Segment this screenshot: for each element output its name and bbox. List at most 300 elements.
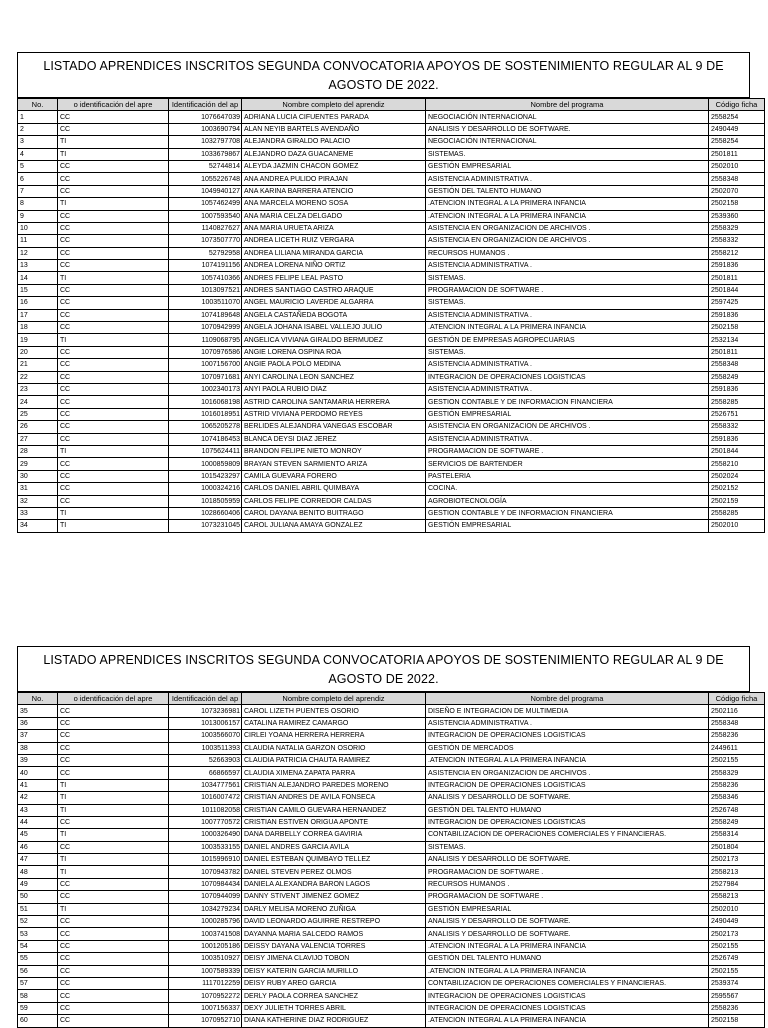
header-col-doc-type: o identificación del apre [58, 693, 169, 705]
doc-id-cell: 1002340173 [169, 383, 242, 395]
row-number-cell: 41 [18, 779, 58, 791]
doc-type-cell: TI [58, 829, 169, 841]
full-name-cell: ANDREA LILIANA MIRANDA GARCIA [242, 247, 426, 259]
program-name-cell: PROGRAMACION DE SOFTWARE . [426, 445, 709, 457]
row-number-cell: 39 [18, 754, 58, 766]
full-name-cell: DEISY RUBY AREO GARCIA [242, 977, 426, 989]
ficha-code-cell: 2558236 [709, 1002, 765, 1014]
row-number-cell: 32 [18, 495, 58, 507]
doc-type-cell: CC [58, 111, 169, 123]
ficha-code-cell: 2558254 [709, 136, 765, 148]
ficha-code-cell: 2502010 [709, 160, 765, 172]
full-name-cell: CLAUDIA NATALIA GARZON OSORIO [242, 742, 426, 754]
table-row [18, 792, 765, 804]
doc-id-cell: 1000326490 [169, 829, 242, 841]
program-name-cell: .ATENCION INTEGRAL A LA PRIMERA INFANCIA [426, 965, 709, 977]
table-row [18, 730, 765, 742]
doc-id-cell: 1070952710 [169, 1015, 242, 1027]
row-number-cell: 56 [18, 965, 58, 977]
row-number-cell: 19 [18, 334, 58, 346]
full-name-cell: ADRIANA LUCIA CIFUENTES PARADA [242, 111, 426, 123]
table-header-row [18, 99, 765, 111]
row-number-cell: 38 [18, 742, 58, 754]
full-name-cell: BRAYAN STEVEN SARMIENTO ARIZA [242, 458, 426, 470]
full-name-cell: ANA KARINA BARRERA ATENCIO [242, 185, 426, 197]
program-name-cell: ASISTENCIA EN ORGANIZACION DE ARCHIVOS . [426, 767, 709, 779]
doc-type-cell: TI [58, 779, 169, 791]
doc-id-cell: 1070943782 [169, 866, 242, 878]
table-row [18, 767, 765, 779]
full-name-cell: ANA MARIA CELZA DELGADO [242, 210, 426, 222]
doc-type-cell: TI [58, 507, 169, 519]
full-name-cell: ALEYDA JAZMIN CHACON GOMEZ [242, 160, 426, 172]
doc-type-cell: TI [58, 854, 169, 866]
program-name-cell: DISEÑO E INTEGRACION DE MULTIMEDIA [426, 705, 709, 717]
doc-id-cell: 1076647039 [169, 111, 242, 123]
table-row [18, 742, 765, 754]
table-row [18, 816, 765, 828]
doc-type-cell: CC [58, 222, 169, 234]
program-name-cell: GESTIÓN DE MERCADOS [426, 742, 709, 754]
ficha-code-cell: 2558329 [709, 222, 765, 234]
ficha-code-cell: 2502158 [709, 322, 765, 334]
doc-id-cell: 1003533155 [169, 841, 242, 853]
program-name-cell: PASTELERIA [426, 470, 709, 482]
doc-type-cell: CC [58, 371, 169, 383]
doc-type-cell: CC [58, 953, 169, 965]
header-col-full-name: Nombre completo del aprendiz [242, 693, 426, 705]
full-name-cell: DANIEL STEVEN PEREZ OLMOS [242, 866, 426, 878]
doc-id-cell: 1007156337 [169, 1002, 242, 1014]
program-name-cell: ASISTENCIA ADMINISTRATIVA . [426, 433, 709, 445]
listing-sheet-2 [17, 646, 758, 1028]
ficha-code-cell: 2558236 [709, 779, 765, 791]
program-name-cell: INTEGRACION DE OPERACIONES LOGISTICAS [426, 371, 709, 383]
table-row [18, 421, 765, 433]
doc-type-cell: CC [58, 160, 169, 172]
program-name-cell: ANALISIS Y DESARROLLO DE SOFTWARE. [426, 928, 709, 940]
doc-type-cell: CC [58, 705, 169, 717]
row-number-cell: 15 [18, 284, 58, 296]
table-row [18, 965, 765, 977]
doc-id-cell: 52792958 [169, 247, 242, 259]
doc-id-cell: 1057462499 [169, 198, 242, 210]
doc-type-cell: CC [58, 742, 169, 754]
full-name-cell: CRISTIAN ALEJANDRO PAREDES MORENO [242, 779, 426, 791]
full-name-cell: DEISY JIMENA CLAVIJO TOBON [242, 953, 426, 965]
doc-id-cell: 1034279234 [169, 903, 242, 915]
ficha-code-cell: 2558285 [709, 507, 765, 519]
ficha-code-cell: 2526749 [709, 953, 765, 965]
row-number-cell: 43 [18, 804, 58, 816]
full-name-cell: DANIEL ESTEBAN QUIMBAYO TELLEZ [242, 854, 426, 866]
doc-type-cell: TI [58, 198, 169, 210]
table-row [18, 185, 765, 197]
doc-type-cell: TI [58, 792, 169, 804]
header-col-program: Nombre del programa [426, 693, 709, 705]
ficha-code-cell: 2591836 [709, 309, 765, 321]
full-name-cell: DIANA KATHERINE DIAZ RODRIGUEZ [242, 1015, 426, 1027]
ficha-code-cell: 2558314 [709, 829, 765, 841]
table-row [18, 458, 765, 470]
table-row [18, 953, 765, 965]
ficha-code-cell: 2558332 [709, 235, 765, 247]
doc-type-cell: CC [58, 210, 169, 222]
row-number-cell: 13 [18, 260, 58, 272]
row-number-cell: 9 [18, 210, 58, 222]
ficha-code-cell: 2595567 [709, 990, 765, 1002]
doc-type-cell: CC [58, 754, 169, 766]
header-col-ficha-code: Código ficha [709, 99, 765, 111]
ficha-code-cell: 2558348 [709, 359, 765, 371]
ficha-code-cell: 2558348 [709, 173, 765, 185]
doc-type-cell: CC [58, 309, 169, 321]
doc-type-cell: CC [58, 767, 169, 779]
doc-type-cell: TI [58, 445, 169, 457]
doc-id-cell: 1109068795 [169, 334, 242, 346]
row-number-cell: 27 [18, 433, 58, 445]
doc-type-cell: CC [58, 346, 169, 358]
row-number-cell: 33 [18, 507, 58, 519]
doc-id-cell: 1073507770 [169, 235, 242, 247]
ficha-code-cell: 2501811 [709, 148, 765, 160]
ficha-code-cell: 2526751 [709, 408, 765, 420]
full-name-cell: CARLOS DANIEL ABRIL QUIMBAYA [242, 483, 426, 495]
row-number-cell: 29 [18, 458, 58, 470]
ficha-code-cell: 2591836 [709, 383, 765, 395]
table-row [18, 383, 765, 395]
doc-id-cell: 1011082058 [169, 804, 242, 816]
row-number-cell: 35 [18, 705, 58, 717]
doc-type-cell: CC [58, 247, 169, 259]
doc-type-cell: CC [58, 816, 169, 828]
program-name-cell: ASISTENCIA EN ORGANIZACION DE ARCHIVOS . [426, 235, 709, 247]
applicants-table [17, 98, 765, 533]
doc-id-cell: 1007593540 [169, 210, 242, 222]
doc-id-cell: 52663903 [169, 754, 242, 766]
table-body [18, 705, 765, 1027]
row-number-cell: 4 [18, 148, 58, 160]
row-number-cell: 54 [18, 940, 58, 952]
doc-id-cell: 1015423297 [169, 470, 242, 482]
doc-id-cell: 1065205278 [169, 421, 242, 433]
header-col-number: No. [18, 99, 58, 111]
full-name-cell: DEXY JULIETH TORRES ABRIL [242, 1002, 426, 1014]
program-name-cell: .ATENCION INTEGRAL A LA PRIMERA INFANCIA [426, 210, 709, 222]
table-row [18, 260, 765, 272]
doc-id-cell: 1001205186 [169, 940, 242, 952]
ficha-code-cell: 2558236 [709, 730, 765, 742]
doc-type-cell: CC [58, 1002, 169, 1014]
ficha-code-cell: 2558348 [709, 717, 765, 729]
table-row [18, 408, 765, 420]
program-name-cell: ASISTENCIA ADMINISTRATIVA . [426, 309, 709, 321]
program-name-cell: INTEGRACION DE OPERACIONES LOGISTICAS [426, 730, 709, 742]
program-name-cell: SISTEMAS. [426, 297, 709, 309]
doc-id-cell: 1057410366 [169, 272, 242, 284]
doc-id-cell: 1049940127 [169, 185, 242, 197]
ficha-code-cell: 2558332 [709, 421, 765, 433]
doc-id-cell: 1075624411 [169, 445, 242, 457]
doc-type-cell: CC [58, 433, 169, 445]
table-row [18, 136, 765, 148]
doc-type-cell: CC [58, 383, 169, 395]
header-col-doc-id: Identificación del ap [169, 693, 242, 705]
program-name-cell: GESTION CONTABLE Y DE INFORMACION FINANCIERA [426, 396, 709, 408]
doc-id-cell: 1003510927 [169, 953, 242, 965]
doc-id-cell: 1140827627 [169, 222, 242, 234]
full-name-cell: ALEJANDRO DAZA GUACANEME [242, 148, 426, 160]
doc-type-cell: CC [58, 717, 169, 729]
ficha-code-cell: 2558210 [709, 458, 765, 470]
row-number-cell: 58 [18, 990, 58, 1002]
full-name-cell: ANGEL MAURICIO LAVERDE ALGARRA [242, 297, 426, 309]
table-row [18, 123, 765, 135]
row-number-cell: 52 [18, 916, 58, 928]
full-name-cell: CRISTIAN ANDRES DE AVILA FONSECA [242, 792, 426, 804]
table-row [18, 1015, 765, 1027]
program-name-cell: GESTIÓN DEL TALENTO HUMANO [426, 185, 709, 197]
doc-type-cell: CC [58, 470, 169, 482]
program-name-cell: SISTEMAS. [426, 148, 709, 160]
table-row [18, 222, 765, 234]
doc-id-cell: 1000324216 [169, 483, 242, 495]
ficha-code-cell: 2558285 [709, 396, 765, 408]
row-number-cell: 16 [18, 297, 58, 309]
doc-type-cell: CC [58, 185, 169, 197]
ficha-code-cell: 2502152 [709, 483, 765, 495]
full-name-cell: DEISSY DAYANA VALENCIA TORRES [242, 940, 426, 952]
table-row [18, 396, 765, 408]
ficha-code-cell: 2558346 [709, 792, 765, 804]
sheet-title: LISTADO APRENDICES INSCRITOS SEGUNDA CONVOCATORIA APOYOS DE SOSTENIMIENTO REGULAR AL 9 DE AGOSTO DE 2022. [17, 646, 750, 692]
program-name-cell: ANALISIS Y DESARROLLO DE SOFTWARE. [426, 123, 709, 135]
row-number-cell: 3 [18, 136, 58, 148]
table-row [18, 148, 765, 160]
doc-type-cell: CC [58, 495, 169, 507]
full-name-cell: DEISY KATERIN GARCIA MURILLO [242, 965, 426, 977]
table-row [18, 235, 765, 247]
doc-id-cell: 66866597 [169, 767, 242, 779]
full-name-cell: ANA MARCELA MORENO SOSA [242, 198, 426, 210]
doc-type-cell: CC [58, 123, 169, 135]
ficha-code-cell: 2558249 [709, 371, 765, 383]
program-name-cell: GESTIÓN DE EMPRESAS AGROPECUARIAS [426, 334, 709, 346]
program-name-cell: .ATENCION INTEGRAL A LA PRIMERA INFANCIA [426, 940, 709, 952]
program-name-cell: ANALISIS Y DESARROLLO DE SOFTWARE. [426, 854, 709, 866]
ficha-code-cell: 2490449 [709, 123, 765, 135]
applicants-table [17, 692, 765, 1028]
table-row [18, 705, 765, 717]
header-col-doc-type: o identificación del apre [58, 99, 169, 111]
doc-id-cell: 1070942999 [169, 322, 242, 334]
ficha-code-cell: 2527984 [709, 878, 765, 890]
table-row [18, 829, 765, 841]
program-name-cell: ASISTENCIA EN ORGANIZACION DE ARCHIVOS . [426, 222, 709, 234]
row-number-cell: 14 [18, 272, 58, 284]
ficha-code-cell: 2502070 [709, 185, 765, 197]
doc-id-cell: 1073231045 [169, 520, 242, 532]
header-col-ficha-code: Código ficha [709, 693, 765, 705]
ficha-code-cell: 2539374 [709, 977, 765, 989]
header-col-program: Nombre del programa [426, 99, 709, 111]
doc-type-cell: CC [58, 965, 169, 977]
full-name-cell: CAMILA GUEVARA FORERO [242, 470, 426, 482]
doc-id-cell: 1007156700 [169, 359, 242, 371]
full-name-cell: ALAN NEYIB BARTELS AVENDAÑO [242, 123, 426, 135]
doc-type-cell: TI [58, 334, 169, 346]
full-name-cell: DANA DARBELLY CORREA GAVIRIA [242, 829, 426, 841]
doc-type-cell: CC [58, 235, 169, 247]
doc-id-cell: 1003511070 [169, 297, 242, 309]
doc-id-cell: 1074189648 [169, 309, 242, 321]
doc-type-cell: TI [58, 272, 169, 284]
full-name-cell: ASTRID VIVIANA PERDOMO REYES [242, 408, 426, 420]
ficha-code-cell: 2591836 [709, 260, 765, 272]
doc-id-cell: 1007589339 [169, 965, 242, 977]
table-row [18, 284, 765, 296]
doc-id-cell: 1070984434 [169, 878, 242, 890]
doc-id-cell: 1013006157 [169, 717, 242, 729]
doc-id-cell: 1070952272 [169, 990, 242, 1002]
row-number-cell: 22 [18, 371, 58, 383]
doc-type-cell: CC [58, 1015, 169, 1027]
full-name-cell: ANGELICA VIVIANA GIRALDO BERMUDEZ [242, 334, 426, 346]
full-name-cell: BRANDON FELIPE NIETO MONROY [242, 445, 426, 457]
ficha-code-cell: 2502173 [709, 928, 765, 940]
table-row [18, 334, 765, 346]
row-number-cell: 47 [18, 854, 58, 866]
row-number-cell: 5 [18, 160, 58, 172]
row-number-cell: 60 [18, 1015, 58, 1027]
row-number-cell: 17 [18, 309, 58, 321]
program-name-cell: ASISTENCIA ADMINISTRATIVA . [426, 173, 709, 185]
table-header-row [18, 693, 765, 705]
full-name-cell: ASTRID CAROLINA SANTAMARIA HERRERA [242, 396, 426, 408]
ficha-code-cell: 2502116 [709, 705, 765, 717]
ficha-code-cell: 2502158 [709, 198, 765, 210]
ficha-code-cell: 2526748 [709, 804, 765, 816]
table-row [18, 866, 765, 878]
doc-type-cell: CC [58, 173, 169, 185]
doc-id-cell: 1018505959 [169, 495, 242, 507]
doc-id-cell: 1003566070 [169, 730, 242, 742]
full-name-cell: CLAUDIA PATRICIA CHAUTA RAMIREZ [242, 754, 426, 766]
doc-id-cell: 1074191156 [169, 260, 242, 272]
program-name-cell: GESTIÓN DEL TALENTO HUMANO [426, 953, 709, 965]
doc-type-cell: CC [58, 458, 169, 470]
program-name-cell: COCINA. [426, 483, 709, 495]
table-row [18, 754, 765, 766]
doc-type-cell: CC [58, 730, 169, 742]
program-name-cell: .ATENCION INTEGRAL A LA PRIMERA INFANCIA [426, 754, 709, 766]
doc-id-cell: 1070944099 [169, 891, 242, 903]
doc-id-cell: 1003511393 [169, 742, 242, 754]
doc-id-cell: 1070971681 [169, 371, 242, 383]
program-name-cell: GESTION CONTABLE Y DE INFORMACION FINANCIERA [426, 507, 709, 519]
full-name-cell: CARLOS FELIPE CORREDOR CALDAS [242, 495, 426, 507]
doc-id-cell: 1070976586 [169, 346, 242, 358]
table-row [18, 916, 765, 928]
program-name-cell: GESTIÓN EMPRESARIAL [426, 903, 709, 915]
program-name-cell: INTEGRACION DE OPERACIONES LOGISTICAS [426, 1002, 709, 1014]
table-row [18, 160, 765, 172]
ficha-code-cell: 2539360 [709, 210, 765, 222]
row-number-cell: 26 [18, 421, 58, 433]
program-name-cell: PROGRAMACION DE SOFTWARE . [426, 891, 709, 903]
row-number-cell: 34 [18, 520, 58, 532]
table-row [18, 371, 765, 383]
doc-type-cell: TI [58, 520, 169, 532]
table-row [18, 322, 765, 334]
row-number-cell: 48 [18, 866, 58, 878]
table-row [18, 928, 765, 940]
table-row [18, 470, 765, 482]
full-name-cell: ANGELA JOHANA ISABEL VALLEJO JULIO [242, 322, 426, 334]
full-name-cell: ANYI PAOLA RUBIO DIAZ [242, 383, 426, 395]
table-row [18, 111, 765, 123]
table-row [18, 210, 765, 222]
program-name-cell: ANALISIS Y DESARROLLO DE SOFTWARE. [426, 916, 709, 928]
program-name-cell: ANALISIS Y DESARROLLO DE SOFTWARE. [426, 792, 709, 804]
ficha-code-cell: 2591836 [709, 433, 765, 445]
ficha-code-cell: 2502159 [709, 495, 765, 507]
row-number-cell: 8 [18, 198, 58, 210]
sheet-title: LISTADO APRENDICES INSCRITOS SEGUNDA CONVOCATORIA APOYOS DE SOSTENIMIENTO REGULAR AL 9 DE AGOSTO DE 2022. [17, 52, 750, 98]
table-body [18, 111, 765, 532]
row-number-cell: 11 [18, 235, 58, 247]
program-name-cell: INTEGRACION DE OPERACIONES LOGISTICAS [426, 779, 709, 791]
doc-type-cell: CC [58, 977, 169, 989]
ficha-code-cell: 2501811 [709, 346, 765, 358]
doc-id-cell: 1117012259 [169, 977, 242, 989]
full-name-cell: ANA MARIA URUETA ARIZA [242, 222, 426, 234]
ficha-code-cell: 2490449 [709, 916, 765, 928]
program-name-cell: GESTIÓN EMPRESARIAL [426, 520, 709, 532]
doc-type-cell: TI [58, 136, 169, 148]
doc-type-cell: TI [58, 804, 169, 816]
table-row [18, 433, 765, 445]
table-row [18, 309, 765, 321]
ficha-code-cell: 2502173 [709, 854, 765, 866]
ficha-code-cell: 2502155 [709, 965, 765, 977]
program-name-cell: GESTIÓN EMPRESARIAL [426, 160, 709, 172]
full-name-cell: BLANCA DEYSI DIAZ JEREZ [242, 433, 426, 445]
row-number-cell: 53 [18, 928, 58, 940]
doc-id-cell: 1032797708 [169, 136, 242, 148]
doc-id-cell: 52744814 [169, 160, 242, 172]
program-name-cell: INTEGRACION DE OPERACIONES LOGISTICAS [426, 990, 709, 1002]
table-row [18, 247, 765, 259]
full-name-cell: ANDREA LORENA NIÑO ORTIZ [242, 260, 426, 272]
ficha-code-cell: 2532134 [709, 334, 765, 346]
ficha-code-cell: 2558213 [709, 891, 765, 903]
doc-id-cell: 1016018951 [169, 408, 242, 420]
full-name-cell: ALEJANDRA GIRALDO PALACIO [242, 136, 426, 148]
row-number-cell: 18 [18, 322, 58, 334]
program-name-cell: CONTABILIZACION DE OPERACIONES COMERCIALES Y FINANCIERAS. [426, 977, 709, 989]
full-name-cell: DARLY MELISA MORENO ZUÑIGA [242, 903, 426, 915]
ficha-code-cell: 2501844 [709, 284, 765, 296]
doc-type-cell: CC [58, 916, 169, 928]
header-col-number: No. [18, 693, 58, 705]
row-number-cell: 2 [18, 123, 58, 135]
doc-id-cell: 1013097521 [169, 284, 242, 296]
row-number-cell: 36 [18, 717, 58, 729]
full-name-cell: CAROL DAYANA BENITO BUITRAGO [242, 507, 426, 519]
table-row [18, 507, 765, 519]
row-number-cell: 40 [18, 767, 58, 779]
